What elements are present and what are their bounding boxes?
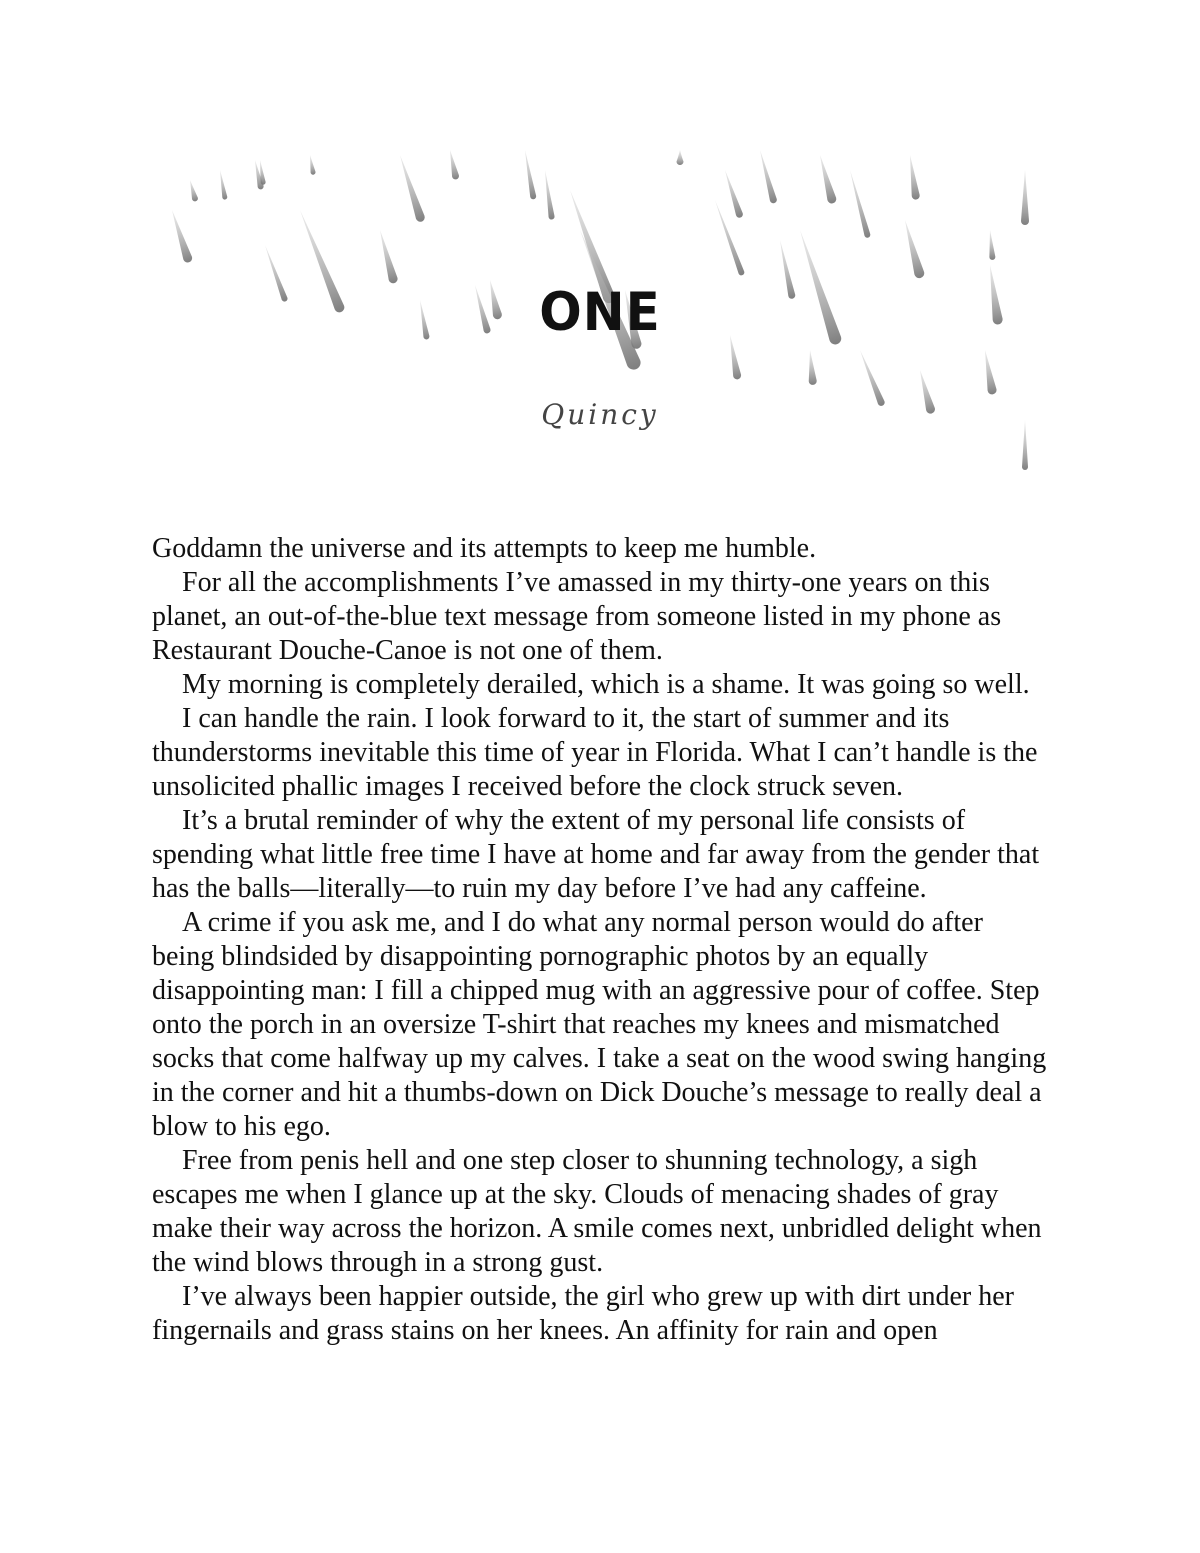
paragraph: I’ve always been happier outside, the girl who grew up with dirt under her fingernails and grass stains on her knees. An affinity for rain and open: [152, 1281, 1014, 1346]
rain-drop: [906, 154, 920, 200]
rain-drop: [218, 170, 228, 200]
rain-drop: [987, 230, 996, 260]
paragraph: For all the accomplishments I’ve amassed in my thirty-one years on this planet, an out-of-the-blue text message from someone listed in my phone as Restaurant Douche-Canoe is not one of them.: [152, 567, 1002, 666]
rain-drop: [308, 155, 316, 176]
rain-drop: [522, 150, 537, 200]
rain-drop: [376, 229, 399, 284]
paragraph: Goddamn the universe and its attempts to keep me humble.: [152, 533, 817, 564]
rain-drop: [757, 150, 778, 204]
rain-drop: [900, 219, 925, 280]
paragraph: I can handle the rain. I look forward to it, the start of summer and its thunderstorms inevitable this time of year in Florida. What I can’t handle is the unsolicited phallic images I received before the clock struck seven.: [152, 703, 1038, 802]
chapter-body: [152, 532, 1052, 1348]
rain-drop: [542, 170, 555, 220]
chapter-number: ONE: [539, 281, 661, 343]
rain-drop: [1021, 170, 1029, 225]
rain-drop: [1022, 420, 1028, 470]
rain-drop: [168, 209, 194, 264]
rain-drop: [857, 349, 886, 407]
rain-drop: [816, 154, 838, 205]
paragraph: Free from penis hell and one step closer to shunning technology, a sigh escapes me when I glance up at the sky. Clouds of menacing shades of gray make their way across the horizon. A smile comes next, unbridled delight when the wind blows through in a strong gust.: [152, 1145, 1042, 1278]
rain-drop: [187, 179, 198, 202]
rain-drop: [916, 369, 936, 415]
paragraph: It’s a brutal reminder of why the extent of my personal life consists of spending what little free time I have at home and far away from the gender that has the balls—literally—to ruin my day before I’ve had any caffeine.: [152, 805, 1040, 904]
rain-drop: [677, 150, 684, 165]
chapter-name: Quincy: [541, 398, 659, 431]
rain-drop: [981, 349, 998, 395]
paragraph: A crime if you ask me, and I do what any normal person would do after being blindsided by disappointing pornographic photos by an equally disappointing man: I fill a chipped mug with an aggressive pour of coffee. Step onto the porch in an oversize T-shirt that reaches my knees and mismatched socks that come halfway up my calves. I take a seat on the wood swing hanging in the corner and hit a thumbs-down on Dick Douche’s message to really deal a blow to his ego.: [152, 907, 1047, 1142]
rain-drop: [847, 169, 871, 238]
rain-drop: [722, 169, 744, 219]
rain-drop: [447, 150, 460, 180]
rain-drop: [396, 154, 426, 223]
rain-drop: [806, 350, 817, 386]
paragraph: My morning is completely derailed, which is a shame. It was going so well.: [182, 669, 1030, 700]
